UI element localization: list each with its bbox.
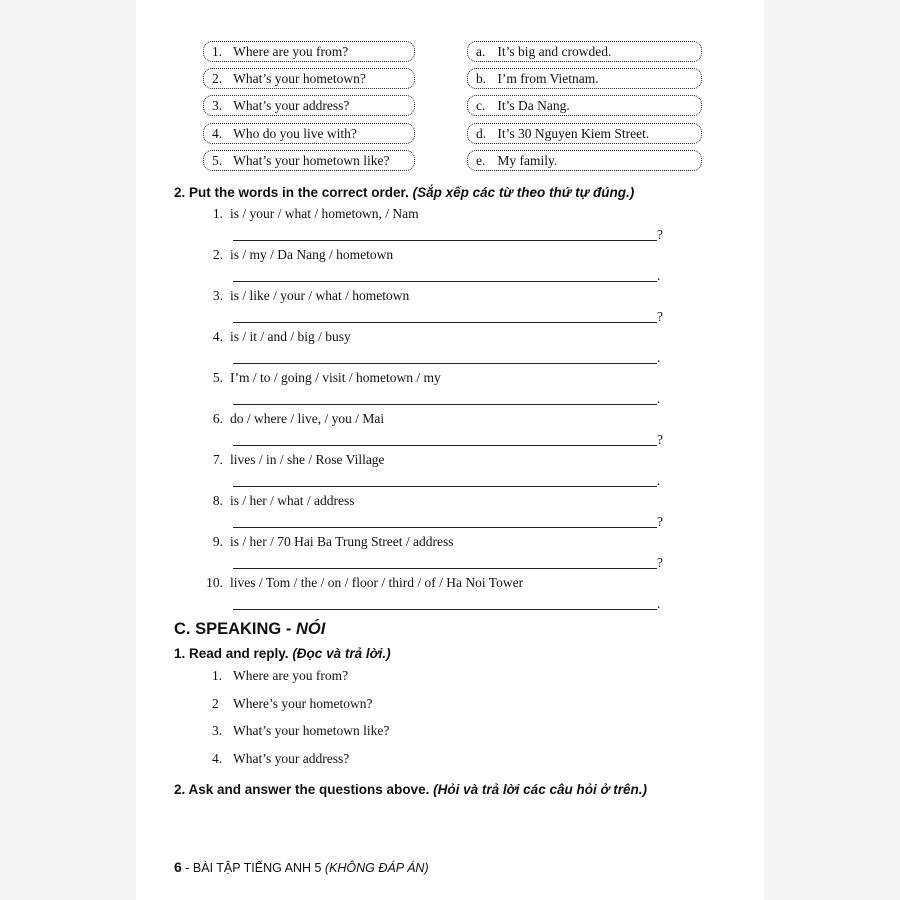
reorder-item — [201, 452, 385, 468]
answer-end-mark: . — [657, 473, 661, 488]
reorder-item-words: is / her / what / address — [230, 493, 355, 508]
reorder-item-words: lives / Tom / the / on / floor / third / of / Ha Noi Tower — [230, 575, 524, 590]
reorder-item — [201, 575, 523, 591]
reorder-item — [201, 534, 453, 550]
book-title: - BÀI TẬP TIẾNG ANH 5 — [181, 861, 325, 875]
answer-end-mark: . — [657, 596, 661, 611]
answer-end-mark: . — [657, 268, 661, 283]
match-answer-letter: b. — [476, 71, 487, 86]
match-answer-text: I’m from Vietnam. — [497, 71, 599, 86]
match-answer-text: It’s big and crowded. — [497, 44, 612, 59]
answer-line[interactable] — [233, 527, 657, 528]
match-answer-letter: c. — [476, 98, 486, 113]
speaking-question — [212, 751, 349, 767]
speaking-question-number: 4. — [212, 751, 223, 766]
match-answer-text: My family. — [497, 153, 558, 168]
match-question-number: 3. — [212, 98, 223, 113]
match-question-text: What’s your hometown? — [233, 71, 366, 86]
reorder-item-words: is / it / and / big / busy — [230, 329, 351, 344]
reorder-item-number: 9. — [212, 534, 223, 549]
reorder-item-number: 5. — [212, 370, 223, 385]
answer-line[interactable] — [233, 322, 657, 323]
match-answer-text: It’s 30 Nguyen Kiem Street. — [497, 126, 650, 141]
match-answer-box — [467, 41, 702, 62]
match-answer-box — [467, 150, 702, 171]
match-question-text: Where are you from? — [233, 44, 349, 59]
answer-line[interactable] — [233, 609, 657, 610]
reorder-item — [201, 329, 351, 345]
answer-end-mark: ? — [657, 432, 663, 447]
reorder-heading — [174, 185, 634, 200]
answer-line[interactable] — [233, 240, 657, 241]
match-question-text: What’s your hometown like? — [233, 153, 390, 168]
answer-end-mark: ? — [657, 227, 663, 242]
speaking-question — [212, 723, 389, 739]
reorder-item-words: do / where / live, / you / Mai — [230, 411, 385, 426]
answer-line[interactable] — [233, 404, 657, 405]
book-edition: (KHÔNG ĐÁP ÁN) — [324, 861, 429, 875]
ask-answer-heading-translation: (Hỏi và trả lời các câu hỏi ở trên.) — [433, 782, 648, 797]
match-answer-box — [467, 95, 702, 116]
reorder-item-number: 3. — [212, 288, 223, 303]
reorder-item-words: I’m / to / going / visit / hometown / my — [230, 370, 441, 385]
reorder-item-number: 6. — [212, 411, 223, 426]
ask-answer-heading-text: 2. Ask and answer the questions above. — [174, 782, 430, 797]
speaking-title-translation: NÓI — [295, 620, 326, 638]
reorder-item — [201, 411, 384, 427]
answer-end-mark: . — [657, 350, 661, 365]
reorder-item-number: 10. — [206, 575, 223, 590]
match-answer-letter: d. — [476, 126, 487, 141]
speaking-question — [212, 668, 348, 684]
match-question-number: 4. — [212, 126, 223, 141]
match-question-box — [203, 150, 415, 171]
speaking-question-text: Where’s your hometown? — [233, 696, 373, 711]
answer-end-mark: ? — [657, 555, 663, 570]
speaking-question-number: 2 — [212, 696, 219, 711]
speaking-title-text: C. SPEAKING - — [174, 620, 296, 638]
speaking-question — [212, 696, 372, 712]
reorder-item — [201, 370, 441, 386]
match-question-box — [203, 68, 415, 89]
match-answer-box — [467, 68, 702, 89]
read-reply-heading — [174, 646, 391, 661]
read-reply-heading-text: 1. Read and reply. — [174, 646, 289, 661]
speaking-question-text: Where are you from? — [233, 668, 349, 683]
match-question-box — [203, 41, 415, 62]
page-footer — [174, 859, 429, 875]
reorder-heading-translation: (Sắp xếp các từ theo thứ tự đúng.) — [412, 185, 635, 200]
speaking-question-number: 3. — [212, 723, 223, 738]
reorder-item — [201, 288, 409, 304]
match-answer-text: It’s Da Nang. — [497, 98, 570, 113]
reorder-item-words: is / my / Da Nang / hometown — [230, 247, 394, 262]
reorder-item — [201, 493, 354, 509]
speaking-question-number: 1. — [212, 668, 223, 683]
match-question-box — [203, 123, 415, 144]
answer-line[interactable] — [233, 486, 657, 487]
reorder-item-words: is / her / 70 Hai Ba Trung Street / address — [230, 534, 454, 549]
reorder-item-words: is / your / what / hometown, / Nam — [230, 206, 419, 221]
match-answer-box — [467, 123, 702, 144]
match-question-number: 2. — [212, 71, 223, 86]
answer-line[interactable] — [233, 445, 657, 446]
speaking-question-text: What’s your hometown like? — [233, 723, 390, 738]
answer-line[interactable] — [233, 281, 657, 282]
reorder-heading-text: 2. Put the words in the correct order. — [174, 185, 409, 200]
reorder-item-number: 8. — [212, 493, 223, 508]
ask-answer-heading — [174, 782, 647, 797]
reorder-item-words: is / like / your / what / hometown — [230, 288, 410, 303]
match-answer-letter: e. — [476, 153, 486, 168]
read-reply-heading-translation: (Đọc và trả lời.) — [292, 646, 391, 661]
reorder-item-number: 1. — [212, 206, 223, 221]
speaking-section-title — [174, 620, 325, 639]
speaking-question-text: What’s your address? — [233, 751, 350, 766]
match-question-text: What’s your address? — [233, 98, 350, 113]
match-question-box — [203, 95, 415, 116]
answer-end-mark: . — [657, 391, 661, 406]
reorder-item-number: 4. — [212, 329, 223, 344]
reorder-item-number: 7. — [212, 452, 223, 467]
page-number: 6 — [174, 859, 182, 875]
reorder-item-words: lives / in / she / Rose Village — [230, 452, 385, 467]
match-question-number: 5. — [212, 153, 223, 168]
reorder-item — [201, 247, 393, 263]
answer-line[interactable] — [233, 363, 657, 364]
reorder-item — [201, 206, 419, 222]
answer-end-mark: ? — [657, 309, 663, 324]
answer-line[interactable] — [233, 568, 657, 569]
match-question-number: 1. — [212, 44, 223, 59]
match-question-text: Who do you live with? — [233, 126, 357, 141]
match-answer-letter: a. — [476, 44, 486, 59]
reorder-item-number: 2. — [212, 247, 223, 262]
answer-end-mark: ? — [657, 514, 663, 529]
